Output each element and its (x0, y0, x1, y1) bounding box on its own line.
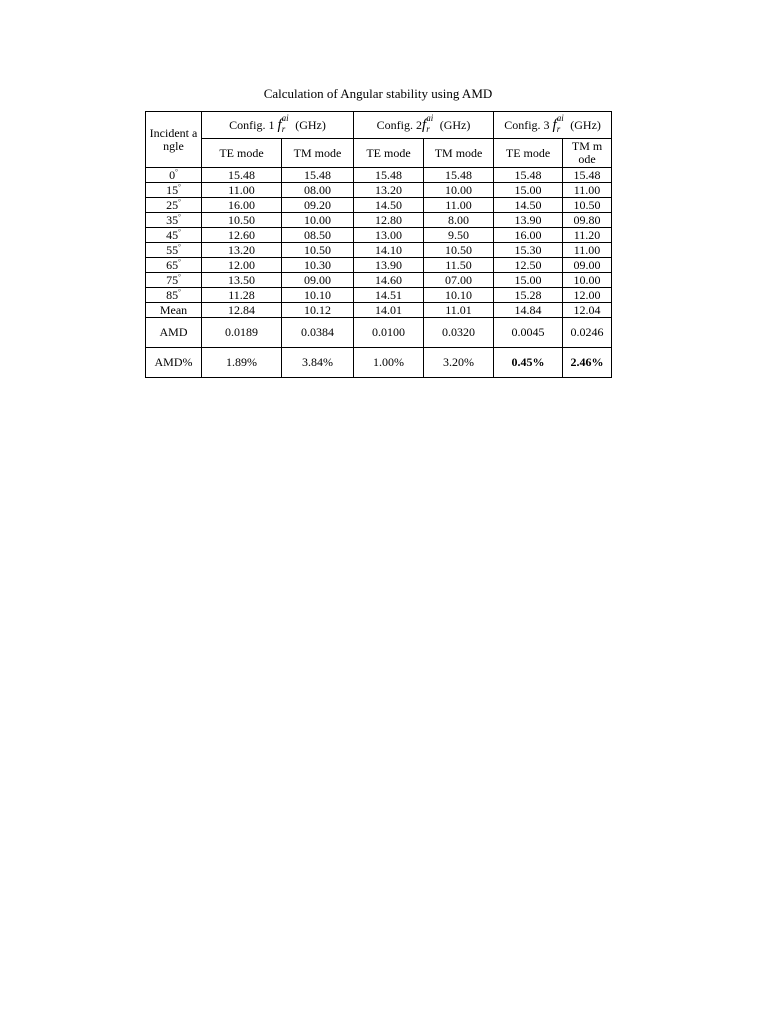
value-cell: 10.50 (563, 198, 612, 213)
value-cell: 3.84% (282, 348, 354, 378)
amd-percent-row-label: AMD% (146, 348, 202, 378)
value-cell: 09.00 (563, 258, 612, 273)
value-cell: 15.48 (424, 168, 494, 183)
value-cell: 10.12 (282, 303, 354, 318)
value-cell: 0.0320 (424, 318, 494, 348)
value-cell: 12.80 (354, 213, 424, 228)
table-row (146, 258, 612, 273)
value-cell: 14.50 (494, 198, 563, 213)
value-cell: 10.10 (424, 288, 494, 303)
value-cell: 10.00 (424, 183, 494, 198)
angle-cell: 45° (146, 228, 202, 243)
value-cell: 12.60 (202, 228, 282, 243)
fr-symbol: $f^{ai}_r$ (277, 112, 289, 134)
value-cell: 3.20% (424, 348, 494, 378)
value-cell: 14.10 (354, 243, 424, 258)
value-cell: 14.01 (354, 303, 424, 318)
table-row (146, 183, 612, 198)
value-cell: 15.00 (494, 183, 563, 198)
angle-cell: 85° (146, 288, 202, 303)
value-cell: 1.00% (354, 348, 424, 378)
value-cell: 11.00 (202, 183, 282, 198)
value-cell: 09.20 (282, 198, 354, 213)
value-cell: 10.50 (424, 243, 494, 258)
header-mode: TM mode (563, 139, 612, 168)
value-cell: 11.50 (424, 258, 494, 273)
value-cell: 10.00 (563, 273, 612, 288)
header-mode: TE mode (494, 139, 563, 168)
value-cell: 15.28 (494, 288, 563, 303)
value-cell: 12.84 (202, 303, 282, 318)
value-cell: 0.45% (494, 348, 563, 378)
value-cell: 08.50 (282, 228, 354, 243)
value-cell: 13.20 (202, 243, 282, 258)
value-cell: 07.00 (424, 273, 494, 288)
value-cell: 0.0384 (282, 318, 354, 348)
value-cell: 13.90 (354, 258, 424, 273)
value-cell: 12.00 (202, 258, 282, 273)
value-cell: 10.10 (282, 288, 354, 303)
table-row (146, 213, 612, 228)
value-cell: 10.00 (282, 213, 354, 228)
value-cell: 0.0246 (563, 318, 612, 348)
angle-cell: 25° (146, 198, 202, 213)
value-cell: 0.0045 (494, 318, 563, 348)
header-mode: TM mode (282, 139, 354, 168)
table-row (146, 288, 612, 303)
value-cell: 12.50 (494, 258, 563, 273)
amd-row-label: AMD (146, 318, 202, 348)
value-cell: 13.90 (494, 213, 563, 228)
header-mode: TE mode (202, 139, 282, 168)
value-cell: 10.50 (202, 213, 282, 228)
fr-symbol: $f^{ai}_r$ (422, 112, 434, 134)
header-config-2: Config. $2f^{ai}_r$ (GHz) (354, 112, 494, 139)
amd-row (146, 318, 612, 348)
angle-cell: 75° (146, 273, 202, 288)
table-caption: Calculation of Angular stability using AMD (263, 86, 493, 101)
value-cell: 1.89% (202, 348, 282, 378)
value-cell: 11.00 (563, 243, 612, 258)
table-row (146, 243, 612, 258)
header-row-configs (146, 112, 612, 139)
amd-percent-row (146, 348, 612, 378)
value-cell: 10.50 (282, 243, 354, 258)
angle-cell: 65° (146, 258, 202, 273)
header-mode: TE mode (354, 139, 424, 168)
angle-cell: 55° (146, 243, 202, 258)
value-cell: 16.00 (202, 198, 282, 213)
value-cell: 12.04 (563, 303, 612, 318)
value-cell: 14.60 (354, 273, 424, 288)
value-cell: 10.30 (282, 258, 354, 273)
value-cell: 15.00 (494, 273, 563, 288)
mean-row (146, 303, 612, 318)
header-config-3: Config. 3 $f^{ai}_r$ (GHz) (494, 112, 612, 139)
angle-cell: 0° (146, 168, 202, 183)
value-cell: 0.0100 (354, 318, 424, 348)
value-cell: 16.00 (494, 228, 563, 243)
value-cell: 11.00 (563, 183, 612, 198)
value-cell: 09.80 (563, 213, 612, 228)
fr-symbol: $f^{ai}_r$ (552, 112, 564, 134)
header-config-1: Config. 1 $f^{ai}_r$ (GHz) (202, 112, 354, 139)
value-cell: 0.0189 (202, 318, 282, 348)
value-cell: 11.00 (424, 198, 494, 213)
value-cell: 14.51 (354, 288, 424, 303)
angle-cell: 35° (146, 213, 202, 228)
value-cell: 13.00 (354, 228, 424, 243)
value-cell: 13.20 (354, 183, 424, 198)
value-cell: 9.50 (424, 228, 494, 243)
header-mode: TM mode (424, 139, 494, 168)
table-row (146, 273, 612, 288)
table-row (146, 228, 612, 243)
mean-row-label: Mean (146, 303, 202, 318)
value-cell: 13.50 (202, 273, 282, 288)
value-cell: 8.00 (424, 213, 494, 228)
angle-cell: 15° (146, 183, 202, 198)
value-cell: 15.30 (494, 243, 563, 258)
value-cell: 09.00 (282, 273, 354, 288)
value-cell: 12.00 (563, 288, 612, 303)
header-incident-angle: Incident angle (146, 112, 202, 168)
value-cell: 15.48 (494, 168, 563, 183)
value-cell: 15.48 (563, 168, 612, 183)
value-cell: 14.50 (354, 198, 424, 213)
value-cell: 11.28 (202, 288, 282, 303)
value-cell: 14.84 (494, 303, 563, 318)
value-cell: 11.01 (424, 303, 494, 318)
table-row (146, 168, 612, 183)
value-cell: 08.00 (282, 183, 354, 198)
header-row-modes (146, 139, 612, 168)
value-cell: 2.46% (563, 348, 612, 378)
amd-table (145, 111, 612, 378)
table-row (146, 198, 612, 213)
value-cell: 15.48 (354, 168, 424, 183)
value-cell: 11.20 (563, 228, 612, 243)
value-cell: 15.48 (202, 168, 282, 183)
value-cell: 15.48 (282, 168, 354, 183)
